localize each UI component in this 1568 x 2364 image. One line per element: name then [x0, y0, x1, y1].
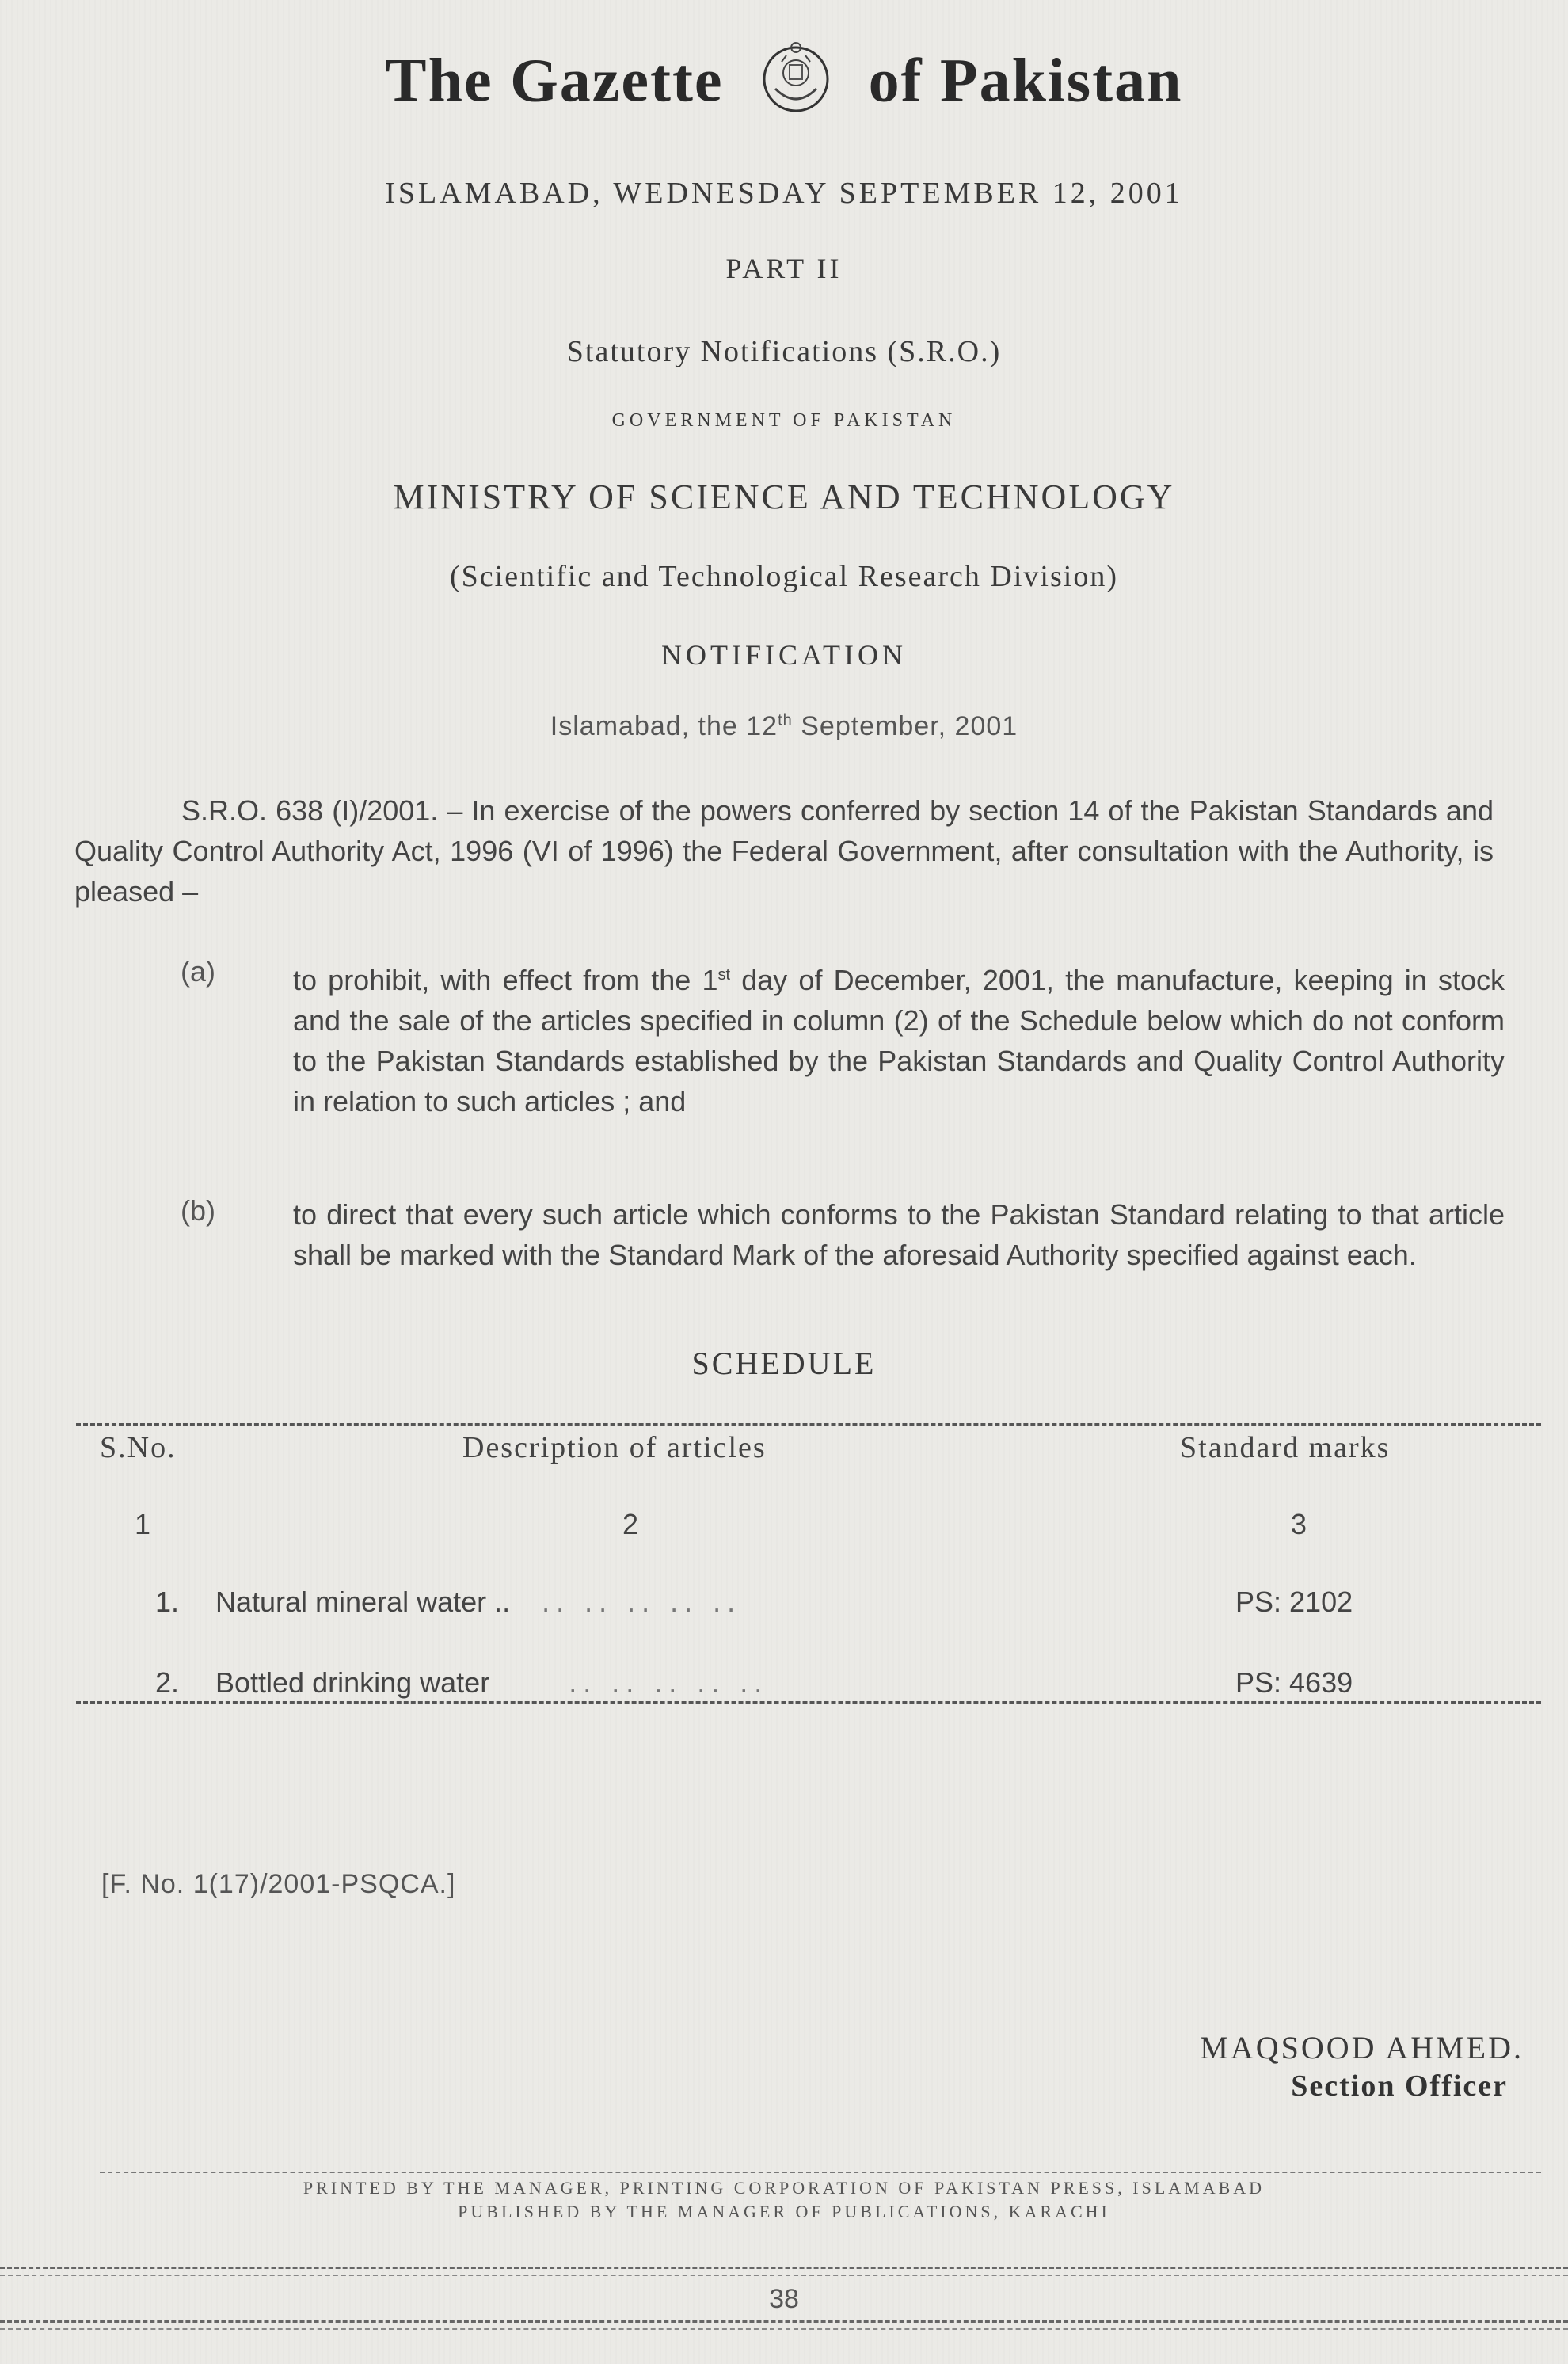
clause-label: (b) — [181, 1194, 215, 1227]
footer-rule — [0, 2275, 1568, 2276]
clause-text-part: to prohibit, with effect from the 1 — [293, 964, 718, 996]
section-heading: Statutory Notifications (S.R.O.) — [566, 335, 1002, 368]
column-header: S.No. — [100, 1431, 177, 1464]
publisher-line: PUBLISHED BY THE MANAGER OF PUBLICATIONS, KARACHI — [458, 2202, 1110, 2221]
page-number: 38 — [769, 2284, 799, 2314]
table-top-rule — [76, 1423, 1541, 1426]
column-header: Standard marks — [1180, 1431, 1391, 1464]
division-heading: (Scientific and Technological Research Division) — [450, 560, 1118, 593]
signatory-title: Section Officer — [1291, 2069, 1508, 2103]
signatory-name: MAQSOOD AHMED. — [1200, 2030, 1524, 2065]
column-number: 3 — [1291, 1508, 1307, 1540]
file-number: [F. No. 1(17)/2001-PSQCA.] — [101, 1869, 456, 1899]
footer-rule — [0, 2267, 1568, 2269]
masthead-left: The Gazette — [385, 45, 724, 115]
row-description-text: Bottled drinking water — [215, 1666, 490, 1699]
table-row-description — [215, 1586, 741, 1619]
table-row-sno: 2. — [155, 1666, 180, 1699]
notification-date — [0, 711, 1568, 742]
ministry-heading: MINISTRY OF SCIENCE AND TECHNOLOGY — [393, 478, 1175, 516]
notification-title: NOTIFICATION — [661, 639, 907, 671]
schedule-title: SCHEDULE — [691, 1346, 877, 1381]
part-heading: PART II — [725, 253, 843, 284]
column-number: 1 — [135, 1508, 151, 1540]
footer-rule — [0, 2320, 1568, 2323]
row-leaders: .. .. .. .. .. — [569, 1666, 769, 1699]
dateline: ISLAMABAD, WEDNESDAY SEPTEMBER 12, 2001 — [385, 177, 1183, 210]
table-row-sno: 1. — [155, 1586, 180, 1618]
clause-text: to direct that every such article which conforms to the Pakistan Standard relating to that article shall be marked with the Standard Mark of the aforesaid Authority specified against each. — [293, 1198, 1505, 1271]
table-row-standard-mark: PS: 4639 — [1235, 1666, 1353, 1699]
clause-text-sup: st — [717, 966, 731, 984]
column-header: Description of articles — [462, 1431, 767, 1464]
clause-text — [293, 955, 1505, 1121]
government-heading: GOVERNMENT OF PAKISTAN — [611, 410, 957, 431]
printer-rule — [100, 2172, 1541, 2173]
notification-date-prefix: Islamabad, the 12 — [550, 711, 778, 741]
table-row-description — [215, 1666, 768, 1700]
footer-rule — [0, 2328, 1568, 2330]
state-emblem-icon — [758, 41, 834, 132]
table-bottom-rule — [76, 1701, 1541, 1704]
notification-date-suffix: th — [778, 711, 793, 729]
clause-text-part: day of December, 2001, the manufacture, keeping in stock and the sale of the articles specified in column (2) of the Schedule below which do not conform to the Pakistan Standards established by the Pakistan Standards and Quality Control Authority in relation to such articles ; and — [293, 964, 1505, 1117]
notification-date-rest: September, 2001 — [792, 711, 1018, 741]
masthead — [0, 41, 1568, 132]
row-leaders: .. .. .. .. .. — [542, 1586, 742, 1618]
intro-paragraph: S.R.O. 638 (I)/2001. – In exercise of the powers conferred by section 14 of the Pakistan Standards and Quality Control Authority Act, 1996 (VI of 1996) the Federal Government, after consultation with the Authority, is pleased – — [74, 794, 1494, 908]
table-row-standard-mark: PS: 2102 — [1235, 1586, 1353, 1618]
column-number: 2 — [622, 1508, 639, 1540]
row-description-text: Natural mineral water .. — [215, 1586, 511, 1618]
masthead-right: of Pakistan — [868, 45, 1183, 115]
clause-label: (a) — [181, 955, 215, 988]
printer-line: PRINTED BY THE MANAGER, PRINTING CORPORATION OF PAKISTAN PRESS, ISLAMABAD — [303, 2178, 1265, 2198]
